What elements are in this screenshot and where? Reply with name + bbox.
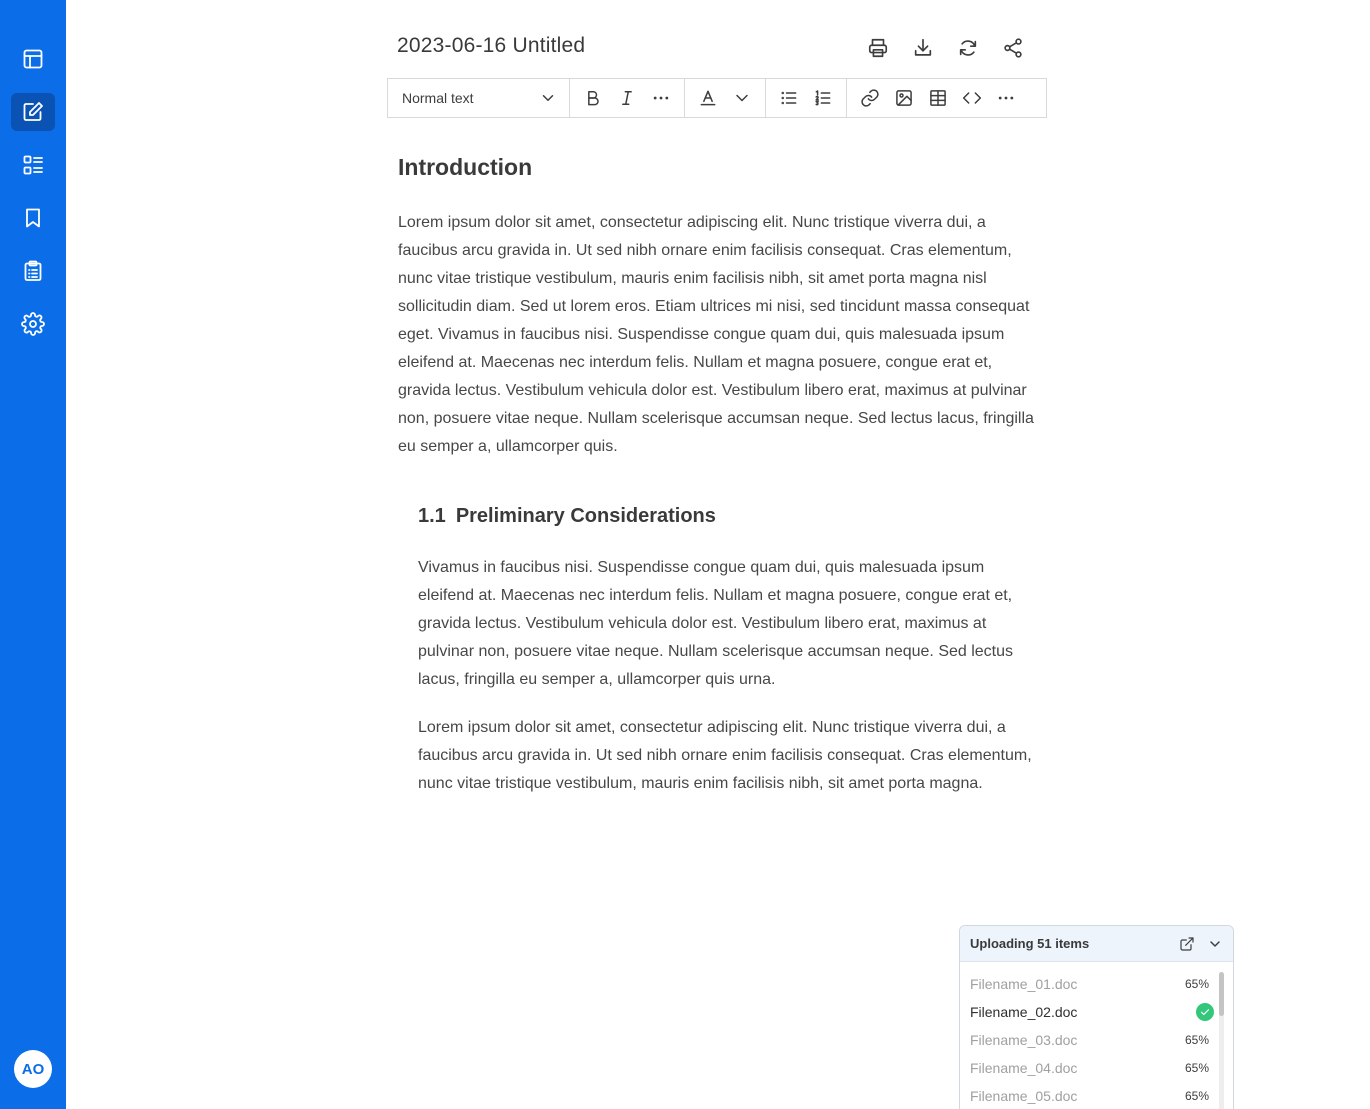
- text-color-group: [685, 79, 766, 117]
- more-insert-button[interactable]: [989, 83, 1023, 113]
- sidebar-item-settings[interactable]: [11, 305, 55, 343]
- clipboard-icon: [21, 259, 45, 283]
- refresh-icon: [957, 37, 979, 59]
- subsection-heading: [418, 505, 1043, 528]
- subsection-paragraph-2: Lorem ipsum dolor sit amet, consectetur adipiscing elit. Nunc tristique viverra dui, a faucibus arcu gravida in. Ut sed nibh ornare enim facilisis consequat. Cras elementum, nunc vitae tristique vestibulum, mauris enim facilisis nibh, sit amet porta magna.: [418, 719, 1032, 792]
- link-icon: [860, 88, 880, 108]
- insert-group: [847, 79, 1029, 117]
- refresh-button[interactable]: [954, 34, 982, 62]
- list-icon: [21, 153, 45, 177]
- text-color-icon: [698, 88, 718, 108]
- code-icon: [962, 88, 982, 108]
- gear-icon: [21, 312, 45, 336]
- numbered-list-button[interactable]: [806, 83, 840, 113]
- upload-file-row[interactable]: [960, 998, 1233, 1026]
- file-name: Filename_01.doc: [970, 976, 1078, 992]
- italic-button[interactable]: [610, 83, 644, 113]
- upload-panel: [959, 925, 1234, 1109]
- download-button[interactable]: [909, 34, 937, 62]
- chevron-down-icon: [539, 89, 557, 107]
- chevron-down-icon: [732, 88, 752, 108]
- sidebar-item-tasks[interactable]: [11, 252, 55, 290]
- text-format-group: [570, 79, 685, 117]
- text-style-select[interactable]: [388, 79, 570, 117]
- upload-panel-header: [960, 926, 1233, 962]
- italic-icon: [617, 88, 637, 108]
- upload-file-row[interactable]: [960, 1054, 1233, 1082]
- file-progress: 65%: [1184, 977, 1209, 991]
- file-name: Filename_03.doc: [970, 1032, 1078, 1048]
- code-button[interactable]: [955, 83, 989, 113]
- sidebar-item-bookmarks[interactable]: [11, 199, 55, 237]
- sidebar-item-list[interactable]: [11, 146, 55, 184]
- intro-paragraph: Lorem ipsum dolor sit amet, consectetur adipiscing elit. Nunc tristique viverra dui, a faucibus arcu gravida in. Ut sed nibh ornare enim facilisis consequat. Cras elementum, nunc vitae tristique vestibulum, mauris enim facilisis nibh, sit amet porta magna nisl sollicitudin diam. Sed ut lorem eros. Etiam ultrices mi nisi, sed tincidunt massa consequat eget. Vivamus in faucibus nisi. Suspendisse congue quam dui, quis malesuada ipsum eleifend at. Maecenas nec interdum felis. Nullam et magna posuere, congue erat et, gravida lectus. Vestibulum vehicula dolor est. Vestibulum libero erat, maximus at pulvinar non, posuere vitae neque. Nullam scelerisque accumsan neque. Sed lectus lacus, fringilla eu semper a, ullamcorper quis.: [398, 214, 1034, 455]
- sidebar-item-editor[interactable]: [11, 93, 55, 131]
- chevron-down-icon[interactable]: [1207, 936, 1223, 952]
- bold-icon: [583, 88, 603, 108]
- list-group: [766, 79, 847, 117]
- text-color-button[interactable]: [691, 83, 725, 113]
- sidebar: [0, 0, 66, 1109]
- image-button[interactable]: [887, 83, 921, 113]
- upload-file-row[interactable]: [960, 1082, 1233, 1109]
- more-horizontal-icon: [651, 88, 671, 108]
- avatar[interactable]: AO: [14, 1050, 52, 1088]
- document-body[interactable]: [398, 154, 1043, 818]
- table-button[interactable]: [921, 83, 955, 113]
- upload-file-list: [960, 962, 1233, 1109]
- bullet-list-icon: [779, 88, 799, 108]
- subsection: [418, 505, 1043, 798]
- print-icon: [867, 37, 889, 59]
- file-progress: 65%: [1184, 1033, 1209, 1047]
- sidebar-item-dashboard[interactable]: [11, 40, 55, 78]
- upload-file-row[interactable]: [960, 1026, 1233, 1054]
- bookmark-icon: [21, 206, 45, 230]
- link-button[interactable]: [853, 83, 887, 113]
- subsection-title: Preliminary Considerations: [455, 505, 716, 527]
- bold-button[interactable]: [576, 83, 610, 113]
- file-name: Filename_04.doc: [970, 1060, 1078, 1076]
- header-actions: [864, 34, 1027, 62]
- text-style-label: Normal text: [402, 90, 474, 106]
- more-horizontal-icon: [996, 88, 1016, 108]
- scrollbar[interactable]: [1219, 972, 1224, 1109]
- layout-icon: [21, 47, 45, 71]
- upload-file-row[interactable]: [960, 970, 1233, 998]
- share-icon: [1002, 37, 1024, 59]
- download-icon: [912, 37, 934, 59]
- print-button[interactable]: [864, 34, 892, 62]
- scrollbar-thumb[interactable]: [1219, 972, 1224, 1016]
- subsection-number: 1.1: [418, 505, 446, 527]
- page-title[interactable]: 2023-06-16 Untitled: [397, 34, 586, 57]
- subsection-paragraph-1: Vivamus in faucibus nisi. Suspendisse congue quam dui, quis malesuada ipsum eleifend at. Maecenas nec interdum felis. Nullam et magna posuere, congue erat et, gravida lectus. Vestibulum vehicula dolor est. Vestibulum libero erat, maximus at pulvinar non, posuere vitae neque. Nullam scelerisque accumsan neque. Sed lectus lacus, fringilla eu semper a, ullamcorper quis urna.: [418, 559, 1014, 688]
- numbered-list-icon: [813, 88, 833, 108]
- image-icon: [894, 88, 914, 108]
- table-icon: [928, 88, 948, 108]
- section-heading: Introduction: [398, 154, 533, 180]
- share-button[interactable]: [999, 34, 1027, 62]
- bullet-list-button[interactable]: [772, 83, 806, 113]
- external-link-icon[interactable]: [1179, 936, 1195, 952]
- file-progress: 65%: [1184, 1061, 1209, 1075]
- file-progress: 65%: [1184, 1089, 1209, 1103]
- check-circle-icon: [1196, 1003, 1214, 1021]
- text-color-dropdown[interactable]: [725, 83, 759, 113]
- edit-icon: [21, 100, 45, 124]
- file-name: Filename_05.doc: [970, 1088, 1078, 1104]
- upload-panel-title: Uploading 51 items: [970, 936, 1090, 951]
- more-format-button[interactable]: [644, 83, 678, 113]
- formatting-toolbar: [387, 78, 1047, 118]
- file-name: Filename_02.doc: [970, 1004, 1078, 1020]
